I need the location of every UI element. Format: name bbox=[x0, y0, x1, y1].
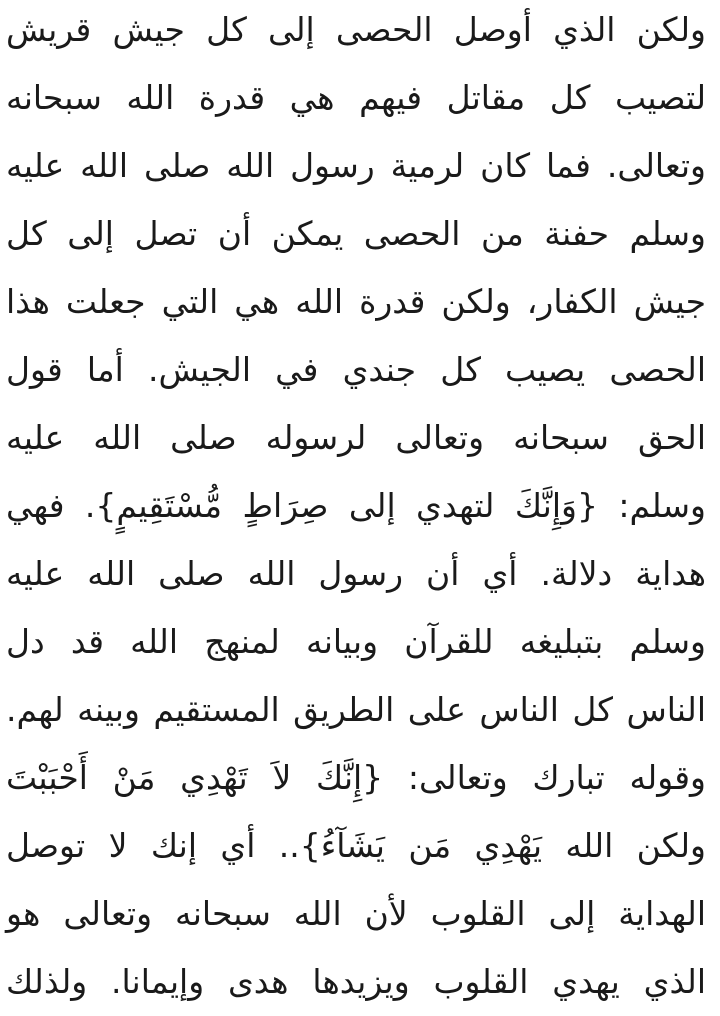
text-line: وتعالى. فما كان لرمية رسول الله صلى الله عليه bbox=[6, 146, 706, 185]
text-line: وقوله تبارك وتعالى: {إِنَّكَ لاَ تَهْدِي مَنْ أَحْبَبْتَ bbox=[6, 758, 706, 797]
text-line: الهداية إلى القلوب لأن الله سبحانه وتعالى هو bbox=[6, 894, 706, 933]
text-line: ولكن الذي أوصل الحصى إلى كل جيش قريش bbox=[6, 10, 706, 49]
text-line: وسلم بتبليغه للقرآن وبيانه لمنهج الله قد دل bbox=[6, 622, 706, 661]
text-line: الحصى يصيب كل جندي في الجيش. أما قول bbox=[6, 350, 706, 389]
text-line: وسلم: {وَإِنَّكَ لتهدي إلى صِرَاطٍ مُّسْتَقِيمٍ}. فهي bbox=[6, 486, 706, 525]
text-line: الحق سبحانه وتعالى لرسوله صلى الله عليه bbox=[6, 418, 706, 457]
text-line: الذي يهدي القلوب ويزيدها هدى وإيمانا. ولذلك bbox=[6, 962, 706, 1001]
text-line: هداية دلالة. أي أن رسول الله صلى الله عليه bbox=[6, 554, 706, 593]
body-text bbox=[6, 0, 706, 1016]
text-line: الناس كل الناس على الطريق المستقيم وبينه لهم. bbox=[6, 690, 706, 729]
text-line: وسلم حفنة من الحصى يمكن أن تصل إلى كل bbox=[6, 214, 706, 253]
text-line: لتصيب كل مقاتل فيهم هي قدرة الله سبحانه bbox=[6, 78, 706, 117]
text-line: جيش الكفار، ولكن قدرة الله هي التي جعلت هذا bbox=[6, 282, 706, 321]
text-line: ولكن الله يَهْدِي مَن يَشَآءُ}.. أي إنك لا توصل bbox=[6, 826, 706, 865]
